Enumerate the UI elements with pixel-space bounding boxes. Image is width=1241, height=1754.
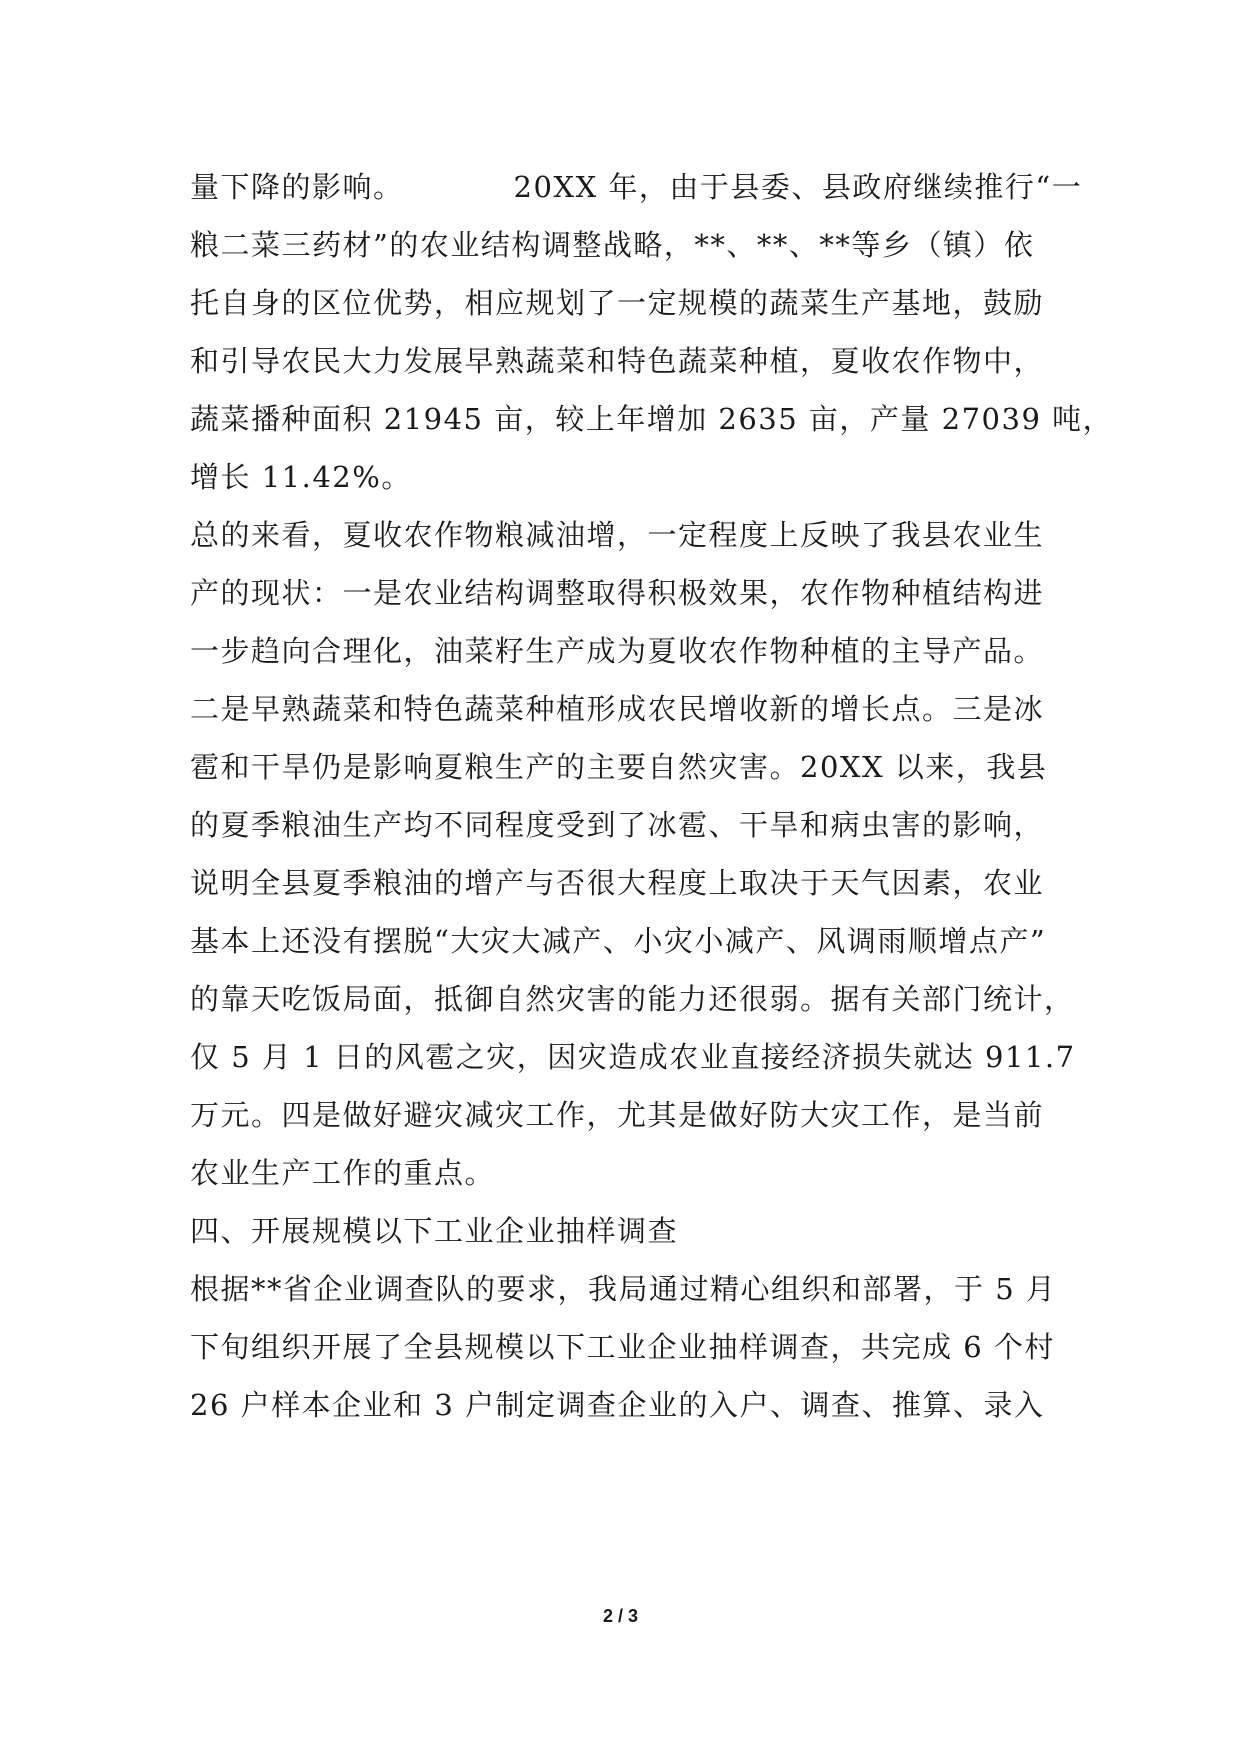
- text-line: 增长 11.42%。: [190, 460, 412, 494]
- text-line: 农业生产工作的重点。: [190, 1156, 496, 1190]
- text-line: 托自身的区位优势，相应规划了一定规模的蔬菜生产基地，鼓励: [190, 286, 1045, 320]
- text-line: 说明全县夏季粮油的增产与否很大程度上取决于天气因素，农业: [190, 866, 1045, 900]
- section-heading: 四、开展规模以下工业企业抽样调查: [190, 1214, 679, 1248]
- text-line: 一步趋向合理化，油菜籽生产成为夏收农作物种植的主导产品。: [190, 634, 1045, 668]
- text-line: 仅 5 月 1 日的风雹之灾，因灾造成农业直接经济损失就达 911.7: [190, 1040, 1076, 1074]
- line-segment: 20XX 年，由于县委、县政府继续推行“一: [513, 170, 1083, 204]
- text-line: 和引导农民大力发展早熟蔬菜和特色蔬菜种植，夏收农作物中，: [190, 344, 1045, 378]
- text-line: 雹和干旱仍是影响夏粮生产的主要自然灾害。20XX 以来，我县: [190, 750, 1048, 784]
- text-line: 粮二菜三药材”的农业结构调整战略，**、**、**等乡（镇）依: [190, 228, 1035, 262]
- text-line: 基本上还没有摆脱“大灾大减产、小灾小减产、风调雨顺增点产”: [190, 924, 1047, 958]
- text-line: 万元。四是做好避灾减灾工作，尤其是做好防大灾工作，是当前: [190, 1098, 1045, 1132]
- text-line: 的靠天吃饭局面，抵御自然灾害的能力还很弱。据有关部门统计，: [190, 982, 1075, 1016]
- text-line: 根据**省企业调查队的要求，我局通过精心组织和部署，于 5 月: [190, 1272, 1057, 1306]
- text-line: 产的现状：一是农业结构调整取得积极效果，农作物种植结构进: [190, 576, 1045, 610]
- line-segment: 量下降的影响。: [190, 170, 404, 204]
- text-line: 二是早熟蔬菜和特色蔬菜种植形成农民增收新的增长点。三是冰: [190, 692, 1045, 726]
- text-line: [190, 158, 1083, 216]
- text-line: 26 户样本企业和 3 户制定调查企业的入户、调查、推算、录入: [190, 1388, 1045, 1422]
- text-line: 蔬菜播种面积 21945 亩，较上年增加 2635 亩，产量 27039 吨，: [190, 402, 1114, 436]
- text-line: 的夏季粮油生产均不同程度受到了冰雹、干旱和病虫害的影响，: [190, 808, 1045, 842]
- page-number: 2 / 3: [602, 1606, 639, 1626]
- text-line: 下旬组织开展了全县规模以下工业企业抽样调查，共完成 6 个村: [190, 1330, 1055, 1364]
- text-line: 总的来看，夏收农作物粮减油增，一定程度上反映了我县农业生: [190, 518, 1045, 552]
- body-text: [190, 158, 1114, 1434]
